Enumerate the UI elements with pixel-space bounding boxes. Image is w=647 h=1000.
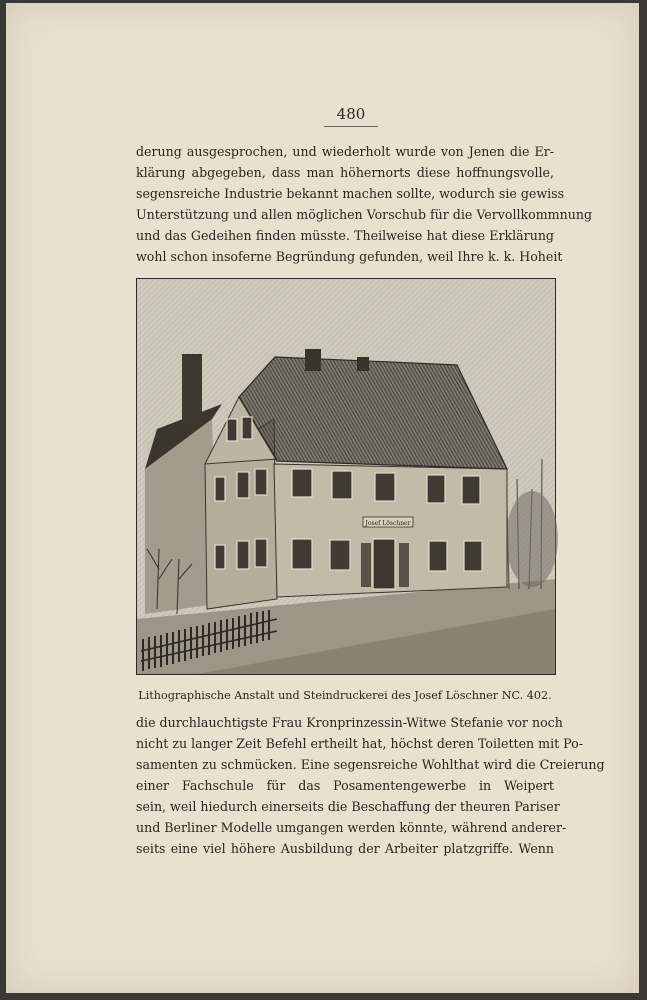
text-line: und Berliner Modelle umgangen werden könnte, während anderer- — [136, 820, 567, 835]
text-line: segensreiche Industrie bekannt machen sollte, wodurch sie gewiss — [136, 186, 565, 201]
figure-caption: Lithographische Anstalt und Steindruckerei des Josef Löschner NC. 402. — [138, 689, 552, 702]
text-line: einer Fachschule für das Posamentengewerbe in Weipert — [136, 778, 554, 793]
text-line: und das Gedeihen finden müsste. Theilweise hat diese Erklärung — [136, 228, 554, 243]
text-line: derung ausgesprochen, und wiederholt wurde von Jenen die Er- — [136, 144, 554, 159]
page-number: 480 — [324, 105, 378, 127]
text-line: seits eine viel höhere Ausbildung der Arbeiter platzgriffe. Wenn — [136, 841, 554, 856]
lithograph-building-drawing — [137, 279, 555, 674]
building-illustration — [136, 278, 556, 675]
text-line: wohl schon insoferne Begründung gefunden, weil Ihre k. k. Hoheit — [136, 249, 563, 264]
text-line: nicht zu langer Zeit Befehl ertheilt hat, höchst deren Toiletten mit Po- — [136, 736, 583, 751]
text-line: samenten zu schmücken. Eine segensreiche Wohlthat wird die Creierung — [136, 757, 605, 772]
text-line: sein, weil hiedurch einerseits die Beschaffung der theuren Pariser — [136, 799, 560, 814]
top-paragraph — [136, 141, 593, 267]
text-line: Unterstützung und allen möglichen Vorschub für die Vervollkommnung — [136, 207, 593, 222]
book-page — [6, 3, 639, 993]
text-line: klärung abgegeben, dass man höhernorts diese hoffnungsvolle, — [136, 165, 554, 180]
bottom-paragraph — [136, 712, 605, 859]
sign-text: Josef Löschner — [365, 520, 411, 527]
text-line: die durchlauchtigste Frau Kronprinzessin-Witwe Stefanie vor noch — [136, 715, 563, 730]
